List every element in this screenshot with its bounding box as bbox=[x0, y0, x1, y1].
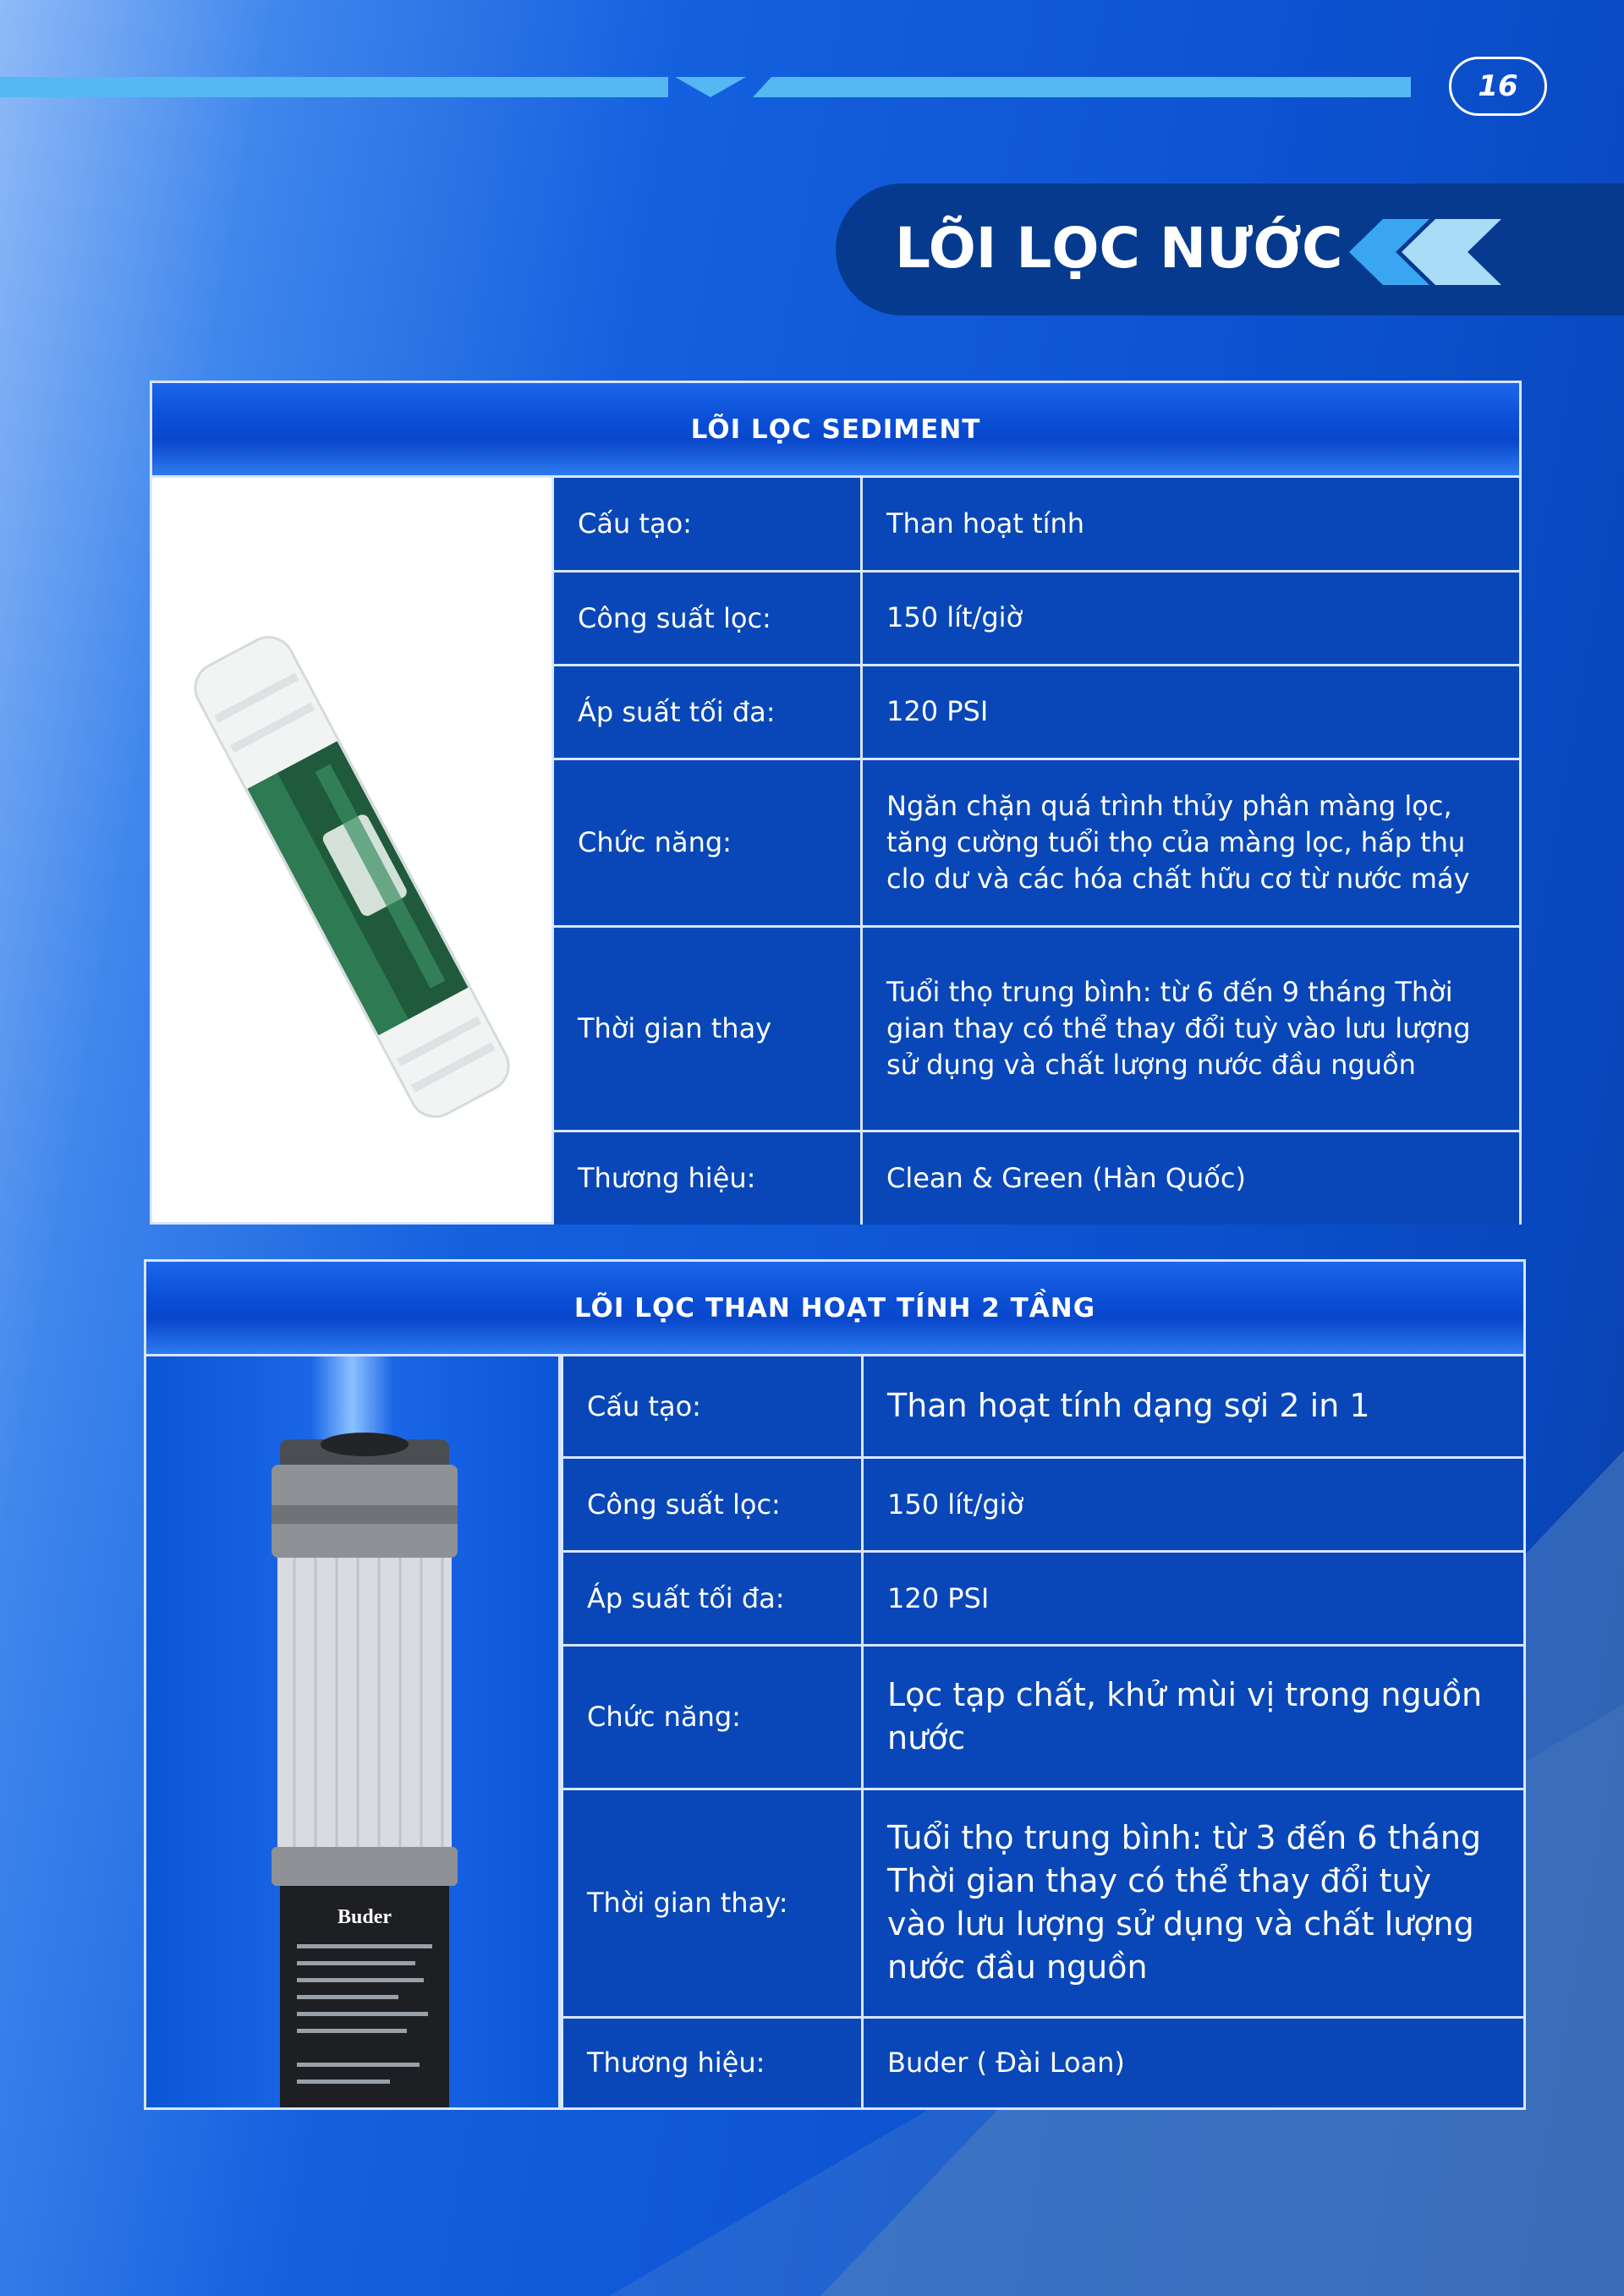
sediment-filter-cartridge-image bbox=[152, 478, 551, 1225]
spec-value: 120 PSI bbox=[863, 1551, 1524, 1645]
spec-value: Ngăn chặn quá trình thủy phân màng lọc, tăng cường tuổi thọ của màng lọc, hấp thụ clo dư và các hóa chất hữu cơ từ nước máy bbox=[862, 759, 1520, 926]
spec-value: Tuổi thọ trung bình: từ 3 đến 6 tháng Thời gian thay có thể thay đổi tuỳ vào lưu lượng sử dụng và chất lượng nước đầu nguồn bbox=[863, 1789, 1524, 2017]
spec-value: Clean & Green (Hàn Quốc) bbox=[862, 1131, 1520, 1225]
spec-label: Thời gian thay bbox=[553, 926, 862, 1131]
page-title: LÕI LỌC NƯỚC bbox=[895, 216, 1343, 281]
spec-value: 150 lít/giờ bbox=[863, 1457, 1524, 1551]
spec-label: Thương hiệu: bbox=[553, 1131, 862, 1225]
spec-value: 150 lít/giờ bbox=[862, 571, 1520, 665]
carbon-filter-cartridge-image bbox=[146, 1356, 561, 2107]
spec-table bbox=[561, 1356, 1523, 2107]
product-image-cell bbox=[146, 1356, 561, 2107]
spec-value: Lọc tạp chất, khử mùi vị trong nguồn nước bbox=[863, 1645, 1524, 1789]
spec-label: Chức năng: bbox=[562, 1645, 863, 1789]
spec-label: Chức năng: bbox=[553, 759, 862, 926]
sediment-filter-section bbox=[150, 381, 1522, 1225]
top-accent-bar bbox=[753, 77, 1411, 97]
spec-label: Áp suất tối đa: bbox=[553, 665, 862, 759]
spec-label: Cấu tạo: bbox=[562, 1356, 863, 1457]
spec-table bbox=[551, 478, 1519, 1225]
product-brand-text: Buder bbox=[337, 1906, 392, 1928]
spec-value: Tuổi thọ trung bình: từ 6 đến 9 tháng Thời gian thay có thể thay đổi tuỳ vào lưu lượng sử dụng và chất lượng nước đầu nguồn bbox=[862, 926, 1520, 1131]
spec-label: Thời gian thay: bbox=[562, 1789, 863, 2017]
spec-label: Công suất lọc: bbox=[553, 571, 862, 665]
spec-label: Công suất lọc: bbox=[562, 1457, 863, 1551]
spec-value: 120 PSI bbox=[862, 665, 1520, 759]
section-heading: LÕI LỌC THAN HOẠT TÍNH 2 TẦNG bbox=[146, 1262, 1523, 1356]
double-chevron-left-icon bbox=[1349, 219, 1501, 285]
product-image-cell bbox=[152, 478, 551, 1222]
spec-label: Áp suất tối đa: bbox=[562, 1551, 863, 1645]
carbon-filter-section bbox=[144, 1259, 1526, 2110]
spec-value: Buder ( Đài Loan) bbox=[863, 2017, 1524, 2107]
spec-value: Than hoạt tính bbox=[862, 478, 1520, 571]
top-accent-bar bbox=[0, 77, 668, 97]
top-accent-notch bbox=[675, 77, 746, 97]
spec-label: Thương hiệu: bbox=[562, 2017, 863, 2107]
spec-value: Than hoạt tính dạng sợi 2 in 1 bbox=[863, 1356, 1524, 1457]
section-heading: LÕI LỌC SEDIMENT bbox=[152, 383, 1519, 478]
page-number: 16 bbox=[1449, 57, 1547, 116]
spec-label: Cấu tạo: bbox=[553, 478, 862, 571]
